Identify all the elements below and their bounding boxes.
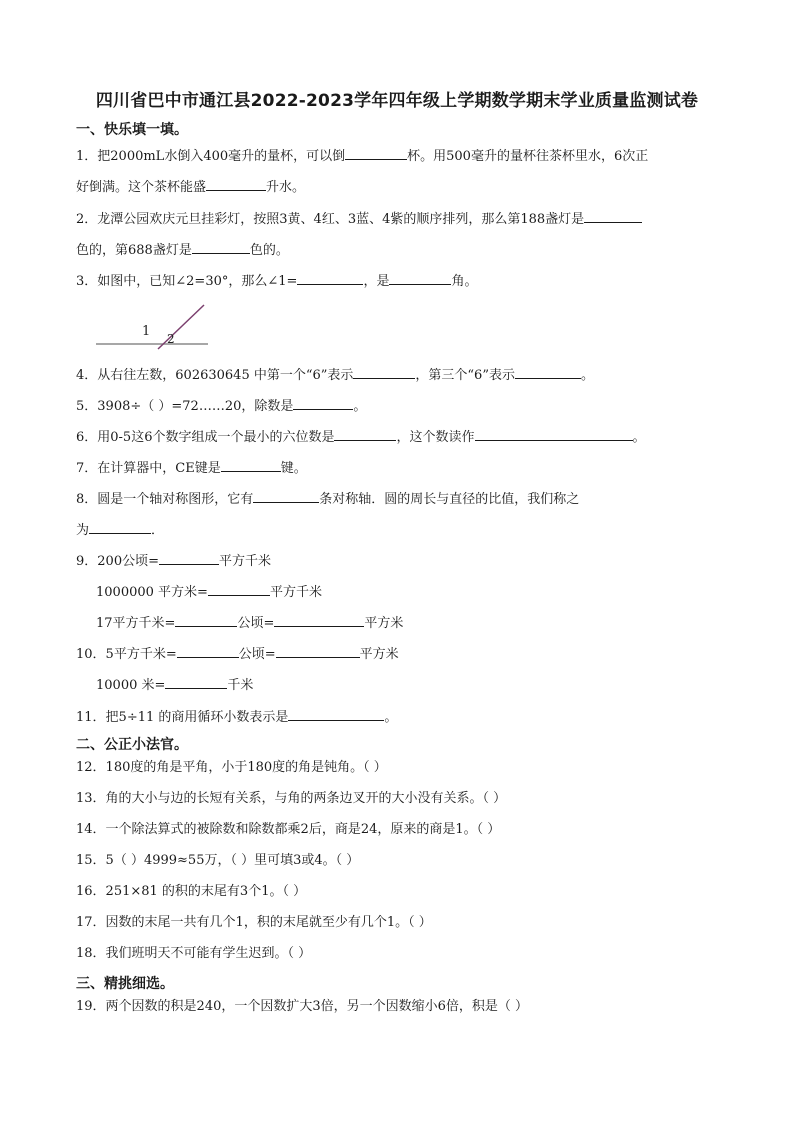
answer-blank[interactable] — [208, 581, 270, 596]
question-9-line-1: 9．200公顷= 平方千米 — [76, 550, 271, 571]
answer-blank[interactable] — [177, 643, 239, 658]
angle-label-2: 2 — [167, 332, 175, 346]
question-5: 5．3908÷（ ）=72……20，除数是 。 — [76, 395, 366, 416]
question-16: 16．251×81 的积的末尾有3个1。（ ） — [76, 884, 307, 899]
answer-blank[interactable] — [192, 239, 250, 254]
question-19: 19．两个因数的积是240，一个因数扩大3倍，另一个因数缩小6倍，积是（ ） — [76, 999, 529, 1014]
question-10-line-2: 10000 米= 千米 — [96, 674, 253, 695]
question-1-line-1: 1．把2000mL水倒入400毫升的量杯，可以倒 杯。用500毫升的量杯往茶杯里水，6次正 — [76, 145, 648, 166]
answer-blank[interactable] — [274, 612, 364, 627]
answer-blank[interactable] — [334, 426, 396, 441]
question-8-line-2: 为 ． — [76, 519, 164, 540]
question-2-line-2: 色的，第688盏灯是 色的。 — [76, 239, 289, 260]
question-7: 7．在计算器中，CE键是 键。 — [76, 457, 307, 478]
page-title: 四川省巴中市通江县2022-2023学年四年级上学期数学期末学业质量监测试卷 — [95, 91, 699, 111]
answer-blank[interactable] — [175, 612, 237, 627]
section-heading-2: 二、公正小法官。 — [76, 737, 188, 753]
question-18: 18．我们班明天不可能有学生迟到。（ ） — [76, 946, 312, 961]
question-3: 3．如图中，已知∠2=30°，那么∠1= ，是 角。 — [76, 270, 477, 291]
question-9-line-3: 17平方千米= 公顷= 平方米 — [96, 612, 403, 633]
question-4: 4．从右往左数，602630645 中第一个“6”表示 ，第三个“6”表示 。 — [76, 364, 594, 385]
answer-blank[interactable] — [475, 426, 633, 441]
answer-blank[interactable] — [165, 674, 227, 689]
answer-blank[interactable] — [221, 457, 281, 472]
answer-blank[interactable] — [89, 519, 151, 534]
question-1-line-2: 好倒满。这个茶杯能盛 升水。 — [76, 176, 305, 197]
answer-blank[interactable] — [253, 488, 319, 503]
angle-label-1: 1 — [142, 324, 151, 339]
answer-blank[interactable] — [276, 643, 360, 658]
answer-blank[interactable] — [353, 364, 415, 379]
answer-blank[interactable] — [159, 550, 219, 565]
question-14: 14．一个除法算式的被除数和除数都乘2后，商是24，原来的商是1。（ ） — [76, 822, 501, 837]
question-10-line-1: 10．5平方千米= 公顷= 平方米 — [76, 643, 399, 664]
answer-blank[interactable] — [389, 270, 451, 285]
question-13: 13．角的大小与边的长短有关系，与角的两条边叉开的大小没有关系。（ ） — [76, 791, 507, 806]
question-9-line-2: 1000000 平方米= 平方千米 — [96, 581, 322, 602]
section-heading-1: 一、快乐填一填。 — [76, 122, 188, 138]
answer-blank[interactable] — [584, 208, 642, 223]
question-6: 6．用0-5这6个数字组成一个最小的六位数是 ，这个数读作 。 — [76, 426, 646, 447]
section-heading-3: 三、精挑细选。 — [76, 976, 174, 992]
angle-figure — [96, 303, 216, 351]
answer-blank[interactable] — [293, 395, 353, 410]
answer-blank[interactable] — [515, 364, 581, 379]
answer-blank[interactable] — [345, 145, 407, 160]
answer-blank[interactable] — [297, 270, 363, 285]
answer-blank[interactable] — [206, 176, 266, 191]
question-12: 12．180度的角是平角，小于180度的角是钝角。（ ） — [76, 760, 387, 775]
angle-diagonal-line — [158, 305, 204, 349]
question-15: 15．5（ ）4999≈55万，（ ）里可填3或4。（ ） — [76, 853, 360, 868]
question-11: 11．把5÷11 的商用循环小数表示是 。 — [76, 706, 397, 727]
question-17: 17．因数的末尾一共有几个1，积的末尾就至少有几个1。（ ） — [76, 915, 432, 930]
question-2-line-1: 2．龙潭公园欢庆元旦挂彩灯，按照3黄、4红、3蓝、4紫的顺序排列，那么第188盏灯是 — [76, 208, 642, 229]
question-8-line-1: 8．圆是一个轴对称图形，它有 条对称轴．圆的周长与直径的比值，我们称之 — [76, 488, 579, 509]
answer-blank[interactable] — [288, 706, 384, 721]
